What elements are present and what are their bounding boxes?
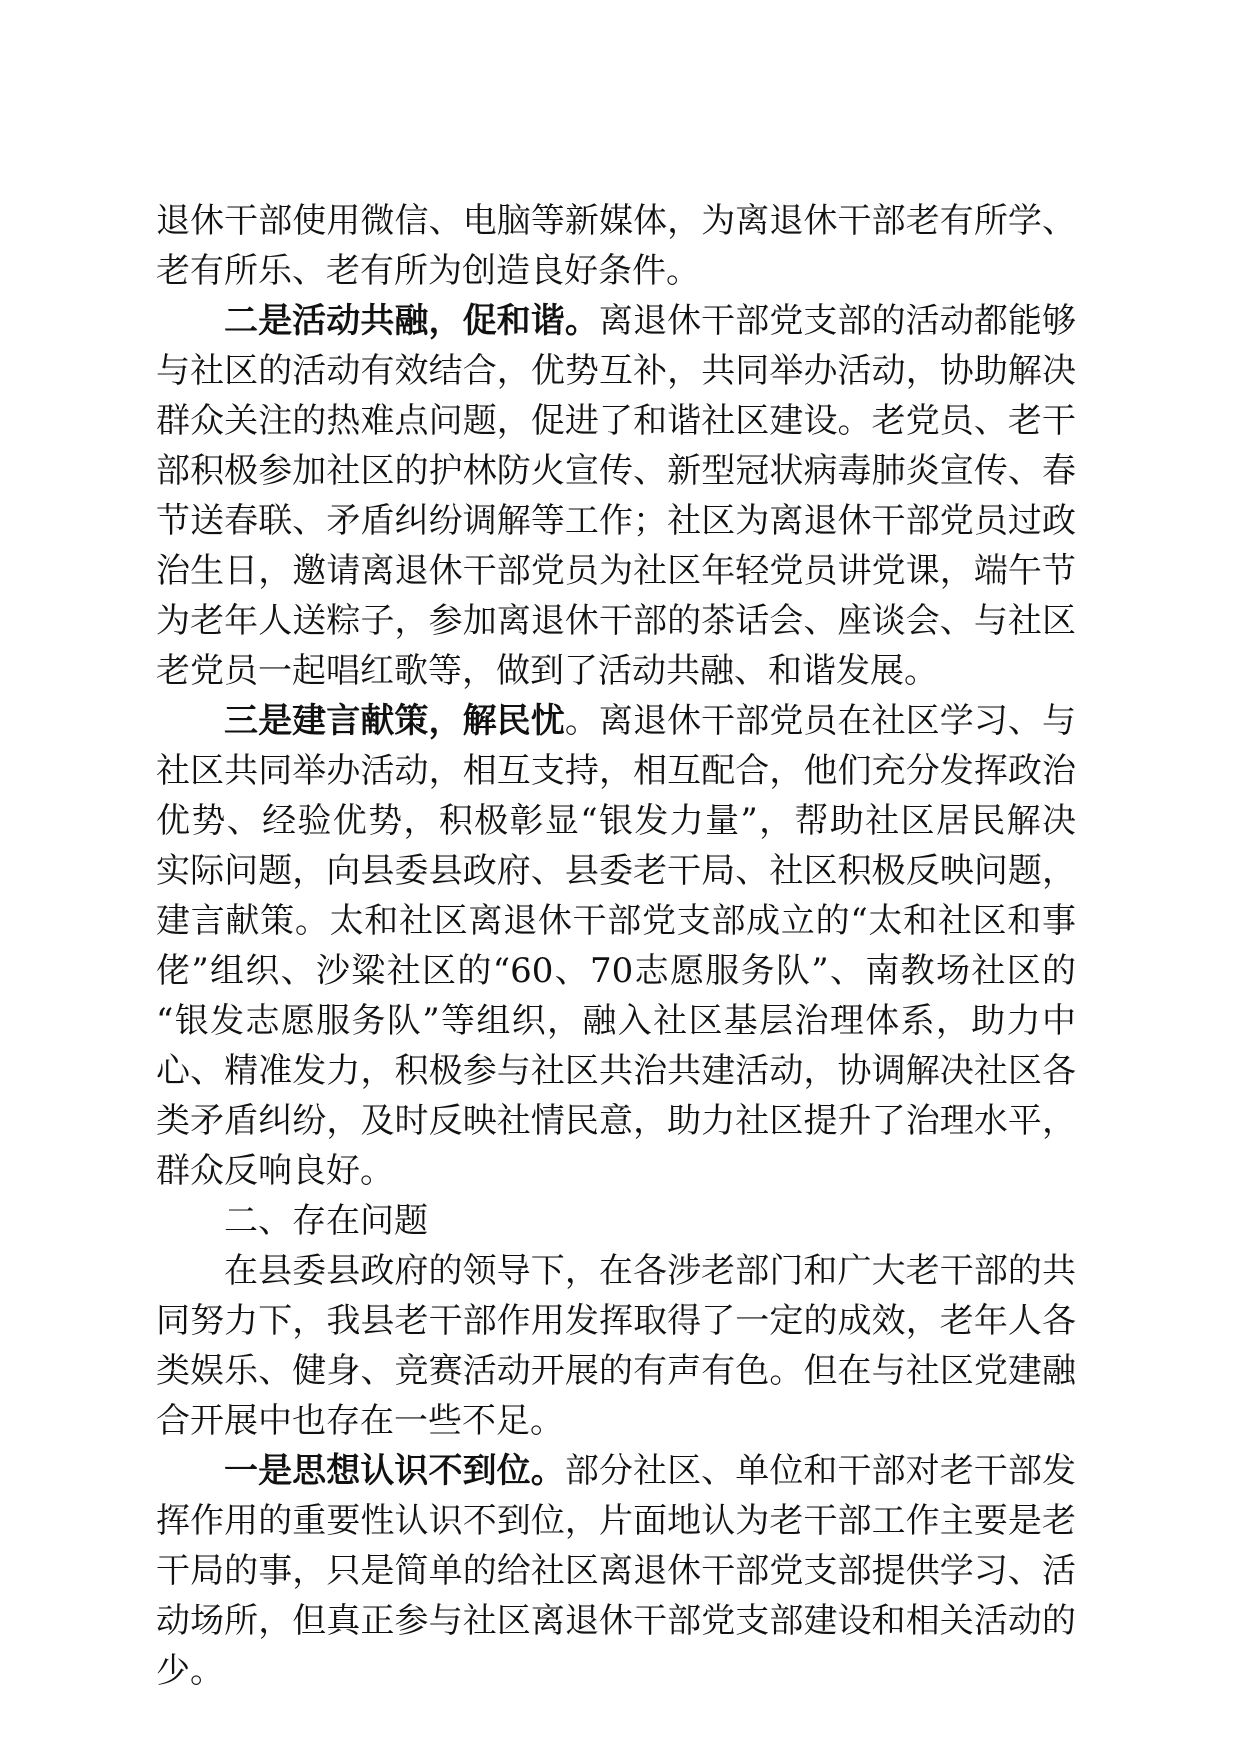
text-line: 实际问题，向县委县政府、县委老干局、社区积极反映问题， [156,851,1076,891]
text-line: “银发志愿服务队”等组织，融入社区基层治理体系，助力中 [156,1001,1076,1041]
text-run: 。离退休干部党员在社区学习、与 [564,701,1077,741]
text-line: 退休干部使用微信、电脑等新媒体，为离退休干部老有所学、 [156,201,1076,241]
text-line: 群众关注的热难点问题，促进了和谐社区建设。老党员、老干 [156,401,1076,441]
text-line: 老有所乐、老有所为创造良好条件。 [156,251,700,291]
text-run: 部分社区、单位和干部对老干部发 [564,1451,1077,1491]
paragraph-activity-integration [156,296,1076,696]
text-line [156,1446,1076,1496]
document-page [156,196,1076,1696]
text-line: 合开展中也存在一些不足。 [156,1401,564,1441]
text-line: 治生日，邀请离退休干部党员为社区年轻党员讲党课，端午节 [156,551,1076,591]
text-line: 节送春联、矛盾纠纷调解等工作；社区为离退休干部党员过政 [156,501,1076,541]
text-line: 老党员一起唱红歌等，做到了活动共融、和谐发展。 [156,651,938,691]
text-line: 优势、经验优势，积极彰显“银发力量”，帮助社区居民解决 [156,801,1076,841]
text-line: 在县委县政府的领导下，在各涉老部门和广大老干部的共 [224,1251,1076,1291]
paragraph-awareness [156,1446,1076,1696]
section-heading: 二、存在问题 [224,1201,428,1241]
text-line: 少。 [156,1651,224,1691]
paragraph-lead: 二是活动共融，促和谐。 [224,301,599,341]
text-line: 佬”组织、沙粱社区的“60、70志愿服务队”、南教场社区的 [156,951,1076,991]
paragraph-lead: 一是思想认识不到位。 [224,1451,565,1491]
text-line [156,296,1076,346]
text-line: 挥作用的重要性认识不到位，片面地认为老干部工作主要是老 [156,1501,1076,1541]
text-line: 干局的事，只是简单的给社区离退休干部党支部提供学习、活 [156,1551,1076,1591]
text-line: 同努力下，我县老干部作用发挥取得了一定的成效，老年人各 [156,1301,1076,1341]
text-line: 建言献策。太和社区离退休干部党支部成立的“太和社区和事 [156,901,1076,941]
text-line: 社区共同举办活动，相互支持，相互配合，他们充分发挥政治 [156,751,1076,791]
text-line: 为老年人送粽子，参加离退休干部的茶话会、座谈会、与社区 [156,601,1076,641]
text-line: 部积极参加社区的护林防火宣传、新型冠状病毒肺炎宣传、春 [156,451,1076,491]
paragraph-existing-problems [156,1246,1076,1446]
text-line: 与社区的活动有效结合，优势互补，共同举办活动，协助解决 [156,351,1076,391]
text-line: 动场所，但真正参与社区离退休干部党支部建设和相关活动的 [156,1601,1076,1641]
paragraph-advice [156,696,1076,1196]
text-run: 离退休干部党支部的活动都能够 [598,301,1077,341]
text-line: 类矛盾纠纷，及时反映社情民意，助力社区提升了治理水平， [156,1101,1076,1141]
text-line [156,696,1076,746]
text-line: 心、精准发力，积极参与社区共治共建活动，协调解决社区各 [156,1051,1076,1091]
paragraph-lead: 三是建言献策，解民忧 [224,701,565,741]
text-line: 群众反响良好。 [156,1151,394,1191]
text-line: 类娱乐、健身、竞赛活动开展的有声有色。但在与社区党建融 [156,1351,1076,1391]
paragraph-continuation [156,196,1076,296]
